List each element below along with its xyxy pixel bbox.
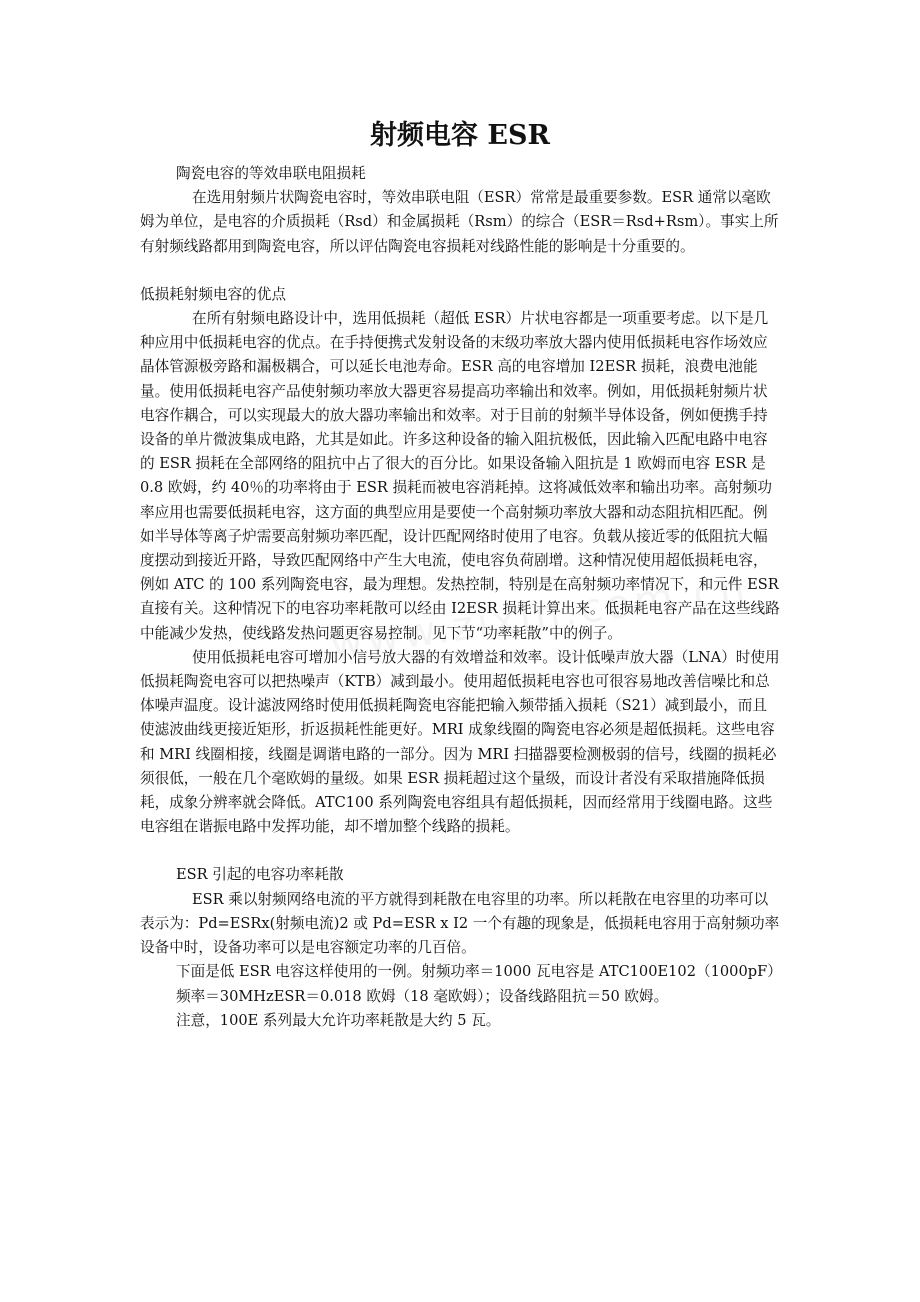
paragraph: 在选用射频片状陶瓷电容时，等效串联电阻（ESR）常常是最重要参数。ESR 通常以毫欧姆为单位，是电容的介质损耗（Rsd）和金属损耗（Rsm）的综合（ESR＝Rsd+Rsm）。事实上所有射频线路都用到陶瓷电容，所以评估陶瓷电容损耗对线路性能的影响是十分重要的。 <box>140 189 779 255</box>
paragraph: 下面是低 ESR 电容这样使用的一例。射频功率＝1000 瓦电容是 ATC100E102（1000pF） <box>176 963 782 981</box>
paragraph: 注意，100E 系列最大允许功率耗散是大约 5 瓦。 <box>176 1011 501 1029</box>
paragraph: ESR 乘以射频网络电流的平方就得到耗散在电容里的功率。所以耗散在电容里的功率可以表示为：Pd=ESRx(射频电流)2 或 Pd=ESR x I2 一个有趣的现象是，低损耗电容用于高射频功率设备中时，设备功率可以是电容额定功率的几百倍。 <box>140 890 780 957</box>
paragraph: 使用低损耗电容可增加小信号放大器的有效增益和效率。设计低噪声放大器（LNA）时使用低损耗陶瓷电容可以把热噪声（KTB）减到最小。使用超低损耗电容也可很容易地改善信噪比和总体噪声温度。设计滤波网络时使用低损耗陶瓷电容能把输入频带插入损耗（S21）减到最小，而且使滤波曲线更接近矩形，折返损耗性能更好。MRI 成象线圈的陶瓷电容必须是超低损耗。这些电容和 MRI 线圈相接，线圈是调谐电路的一部分。因为 MRI 扫描器要检测极弱的信号，线圈的损耗必须很低，一般在几个毫欧姆的量级。如果 ESR 损耗超过这个量级，而设计者没有采取措施降低损耗，成象分辨率就会降低。ATC100 系列陶瓷电容组具有超低损耗，因而经常用于线圈电路。这些电容组在谐振电路中发挥功能，却不增加整个线路的损耗。 <box>140 648 780 836</box>
page-title: 射频电容 ESR <box>370 120 550 151</box>
section-heading-low-loss-advantages: 低损耗射频电容的优点 <box>140 285 286 303</box>
section-heading-esr-loss: 陶瓷电容的等效串联电阻损耗 <box>176 165 366 182</box>
paragraph: 频率＝30MHzESR＝0.018 欧姆（18 毫欧姆）；设备线路阻抗＝50 欧姆。 <box>176 987 669 1005</box>
paragraph: 在所有射频电路设计中，选用低损耗（超低 ESR）片状电容都是一项重要考虑。以下是几种应用中低损耗电容的优点。在手持便携式发射设备的末级功率放大器内使用低损耗电容作场效应晶体管源极旁路和漏极耦合，可以延长电池寿命。ESR 高的电容增加 I2ESR 损耗，浪费电池能量。使用低损耗电容产品使射频功率放大器更容易提高功率输出和效率。例如，用低损耗射频片状电容作耦合，可以实现最大的放大器功率输出和效率。对于目前的射频半导体设备，例如便携手持设备的单片微波集成电路，尤其是如此。许多这种设备的输入阻抗极低，因此输入匹配电路中电容的 ESR 损耗在全部网络的阻抗中占了很大的百分比。如果设备输入阻抗是 1 欧姆而电容 ESR 是 0.8 欧姆，约 40％的功率将由于 ESR 损耗而被电容消耗掉。这将减低效率和输出功率。高射频功率应用也需要低损耗电容，这方面的典型应用是要使一个高射频功率放大器和动态阻抗相匹配。例如半导体等离子炉需要高射频功率匹配，设计匹配网络时使用了电容。负载从接近零的低阻抗大幅度摆动到接近开路，导致匹配网络中产生大电流，使电容负荷剧增。这种情况使用超低损耗电容，例如 ATC 的 100 系列陶瓷电容，最为理想。发热控制，特别是在高射频功率情况下，和元件 ESR 直接有关。这种情况下的电容功率耗散可以经由 I2ESR 损耗计算出来。低损耗电容产品在这些线路中能减少发热，使线路发热问题更容易控制。见下节“功率耗散”中的例子。 <box>140 310 780 642</box>
section-heading-power-dissipation: ESR 引起的电容功率耗散 <box>176 866 344 884</box>
